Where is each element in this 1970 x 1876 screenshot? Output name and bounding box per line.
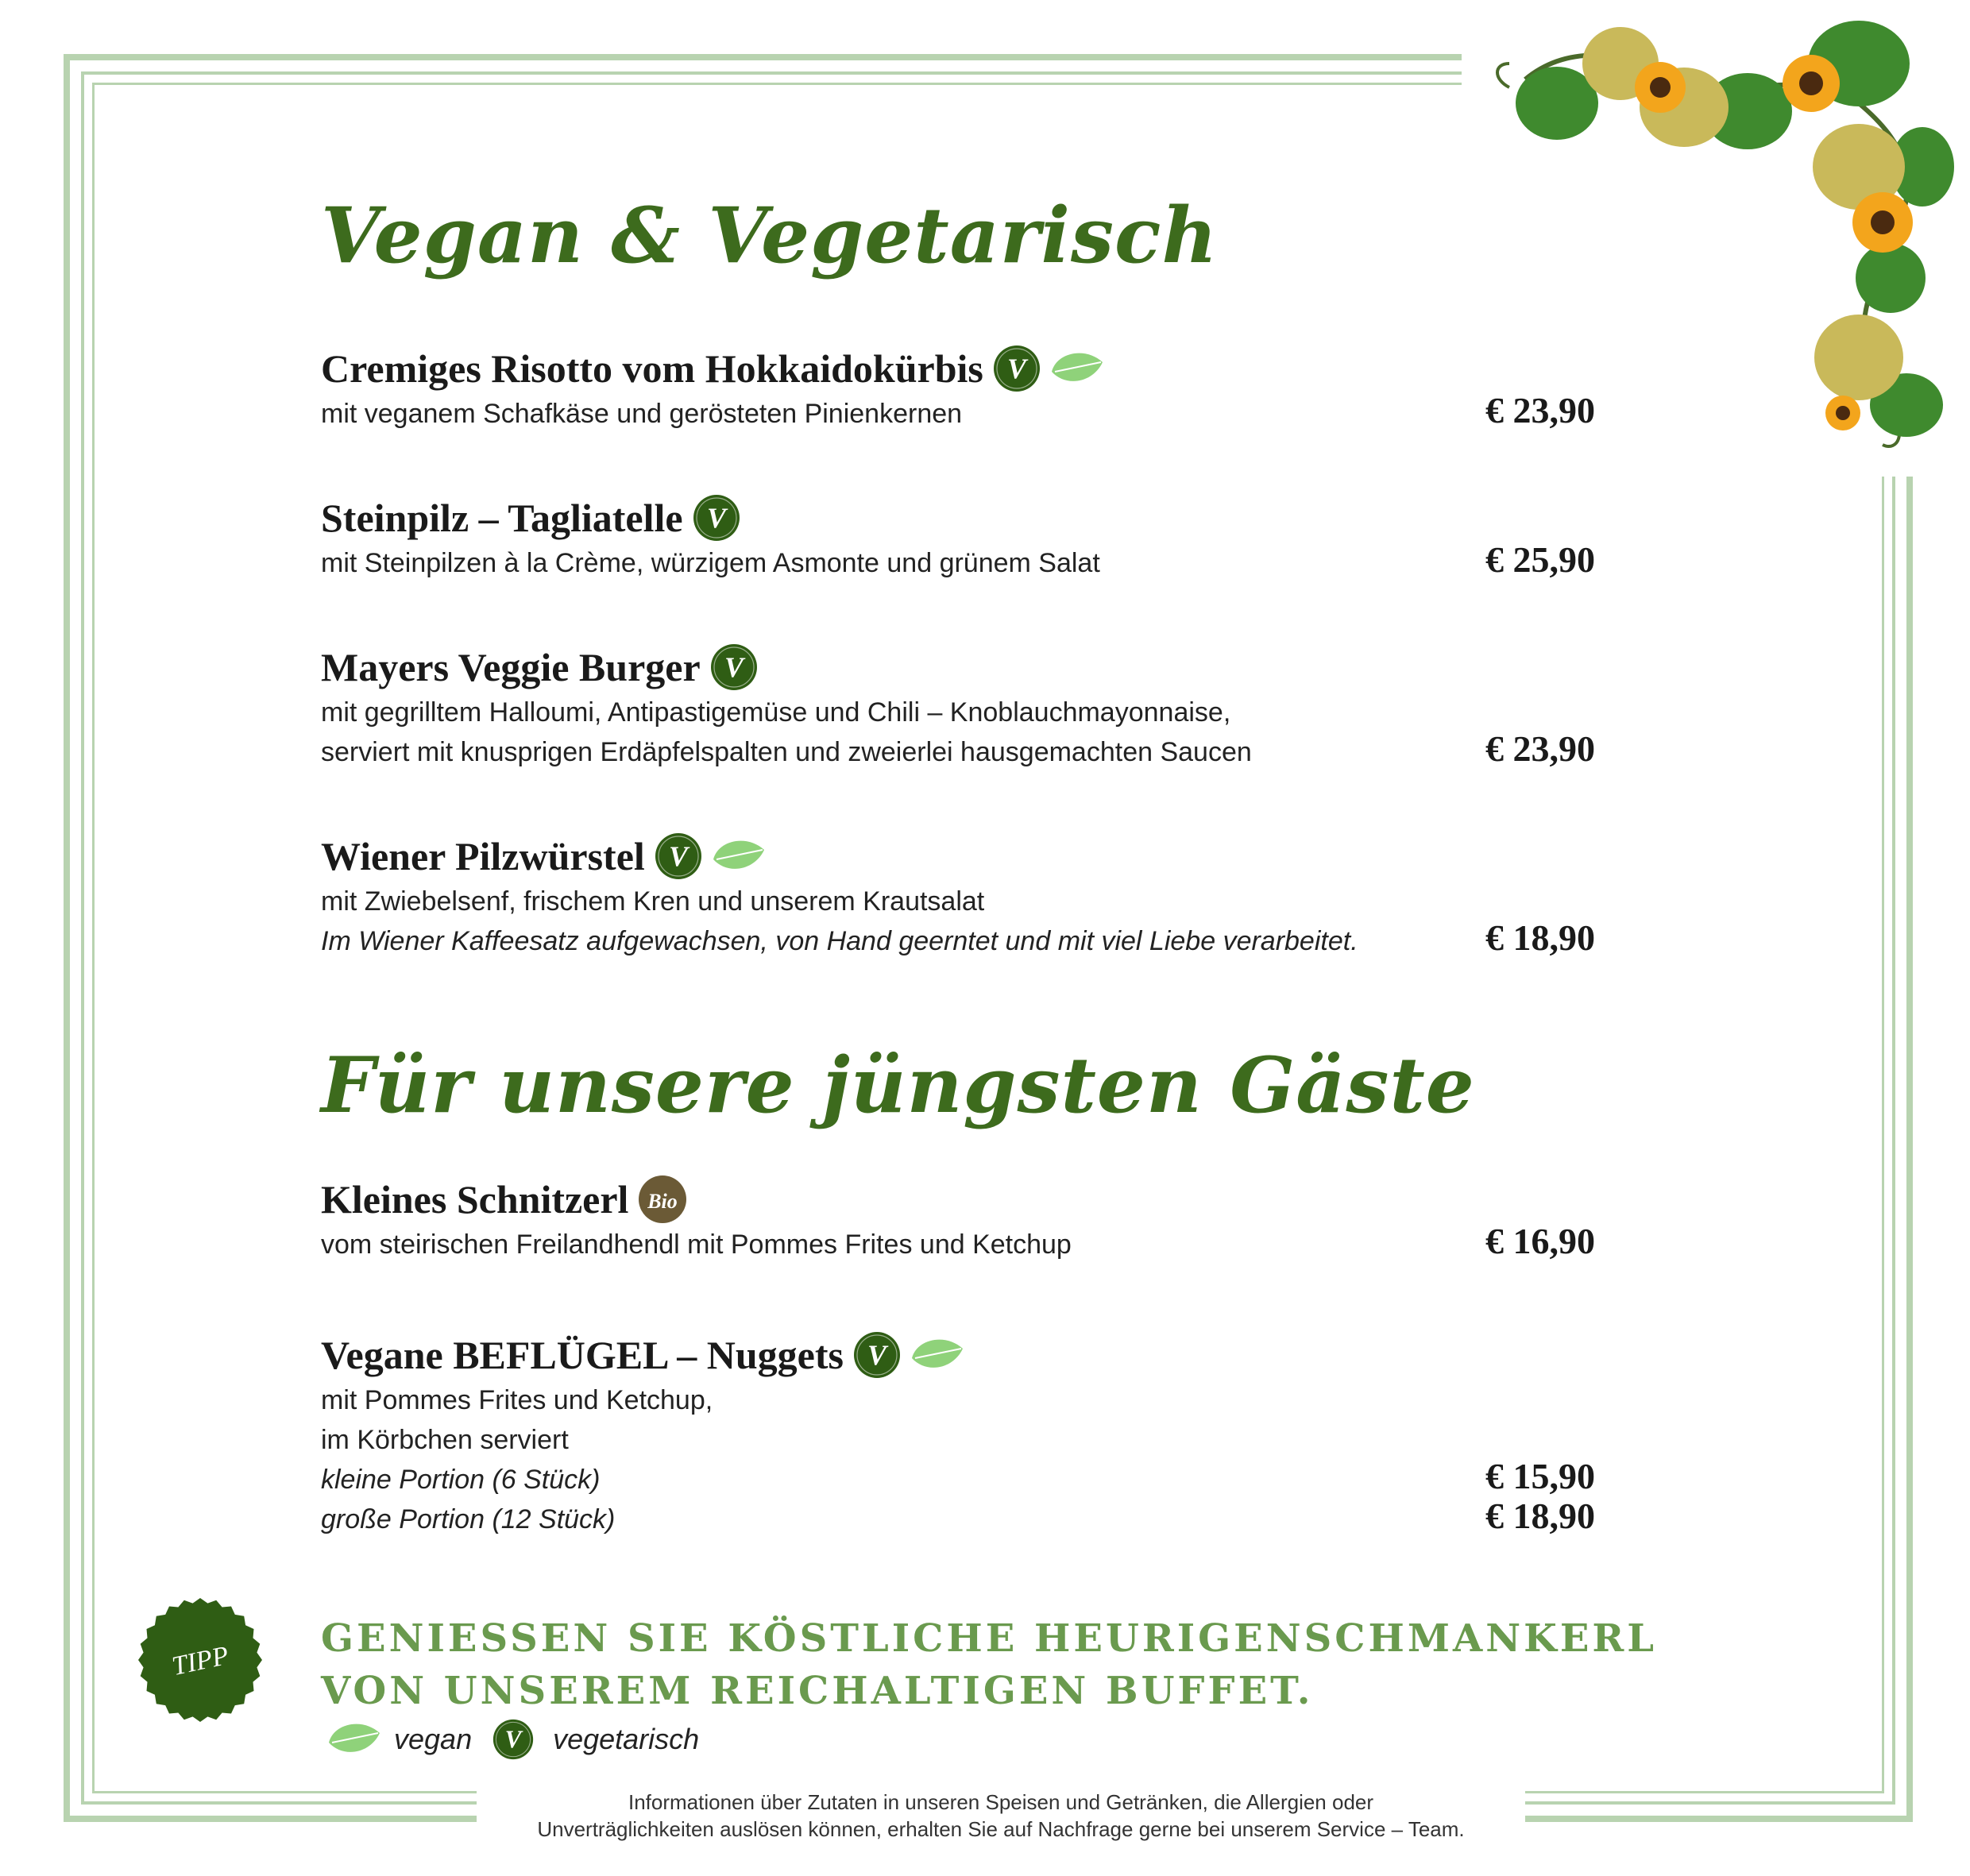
- legend-vegan-label: vegan: [394, 1723, 473, 1755]
- tipp-line: GENIESSEN SIE KÖSTLICHE HEURIGENSCHMANKERL: [321, 1616, 1658, 1661]
- bio-badge-icon: [638, 1175, 687, 1224]
- menu-item-veggie-burger: [321, 642, 1616, 772]
- menu-item-pilzwuerstel: [321, 831, 1616, 961]
- footer-line: Informationen über Zutaten in unseren Speisen und Getränken, die Allergien oder: [628, 1790, 1374, 1814]
- item-description: serviert mit knusprigen Erdäpfelspalten und zweierlei hausgemachten Saucen: [321, 737, 1252, 767]
- vegan-leaf-icon: [909, 1334, 966, 1376]
- portion-price: € 15,90: [1485, 1456, 1595, 1496]
- portion-label: kleine Portion (6 Stück): [321, 1465, 601, 1495]
- item-name: Mayers Veggie Burger: [321, 645, 701, 689]
- svg-text:V: V: [668, 840, 688, 872]
- item-description: mit veganem Schafkäse und gerösteten Pinienkernen: [321, 399, 963, 429]
- svg-text:V: V: [504, 1725, 522, 1754]
- svg-text:V: V: [1006, 353, 1026, 384]
- menu-item-tagliatelle: [321, 492, 1616, 583]
- item-price: € 23,90: [1485, 390, 1595, 430]
- tipp-line: VON UNSEREM REICHALTIGEN BUFFET.: [321, 1669, 1314, 1713]
- svg-text:Bio: Bio: [647, 1190, 678, 1213]
- vegan-leaf-icon: [326, 1719, 383, 1760]
- item-name: Cremiges Risotto vom Hokkaidokürbis: [321, 346, 983, 391]
- portion-price: € 18,90: [1485, 1496, 1595, 1536]
- item-price: € 23,90: [1485, 728, 1595, 769]
- vegetarian-badge-icon: [492, 1719, 534, 1760]
- item-name: Kleines Schnitzerl: [321, 1177, 629, 1222]
- legend: [326, 1719, 720, 1760]
- item-name: Vegane BEFLÜGEL – Nuggets: [321, 1333, 844, 1377]
- menu-item-schnitzerl: [321, 1174, 1616, 1264]
- legend-vegetarian-label: vegetarisch: [553, 1723, 700, 1755]
- item-name: Steinpilz – Tagliatelle: [321, 496, 683, 540]
- item-description: im Körbchen serviert: [321, 1425, 569, 1455]
- menu-item-risotto: [321, 343, 1616, 434]
- vegan-leaf-icon: [710, 836, 767, 877]
- footer-line: Unverträglichkeiten auslösen können, erhalten Sie auf Nachfrage gerne bei unserem Service – Team.: [537, 1817, 1465, 1841]
- svg-text:V: V: [867, 1339, 886, 1371]
- item-description: mit Pommes Frites und Ketchup,: [321, 1385, 713, 1415]
- item-description: mit Steinpilzen à la Crème, würzigem Asmonte und grünem Salat: [321, 548, 1100, 578]
- section-title-kids: Für unsere jüngsten Gäste: [321, 1040, 1475, 1130]
- vegetarian-badge-icon: [853, 1331, 901, 1379]
- svg-text:V: V: [724, 651, 744, 683]
- vegetarian-badge-icon: [693, 494, 740, 542]
- item-price: € 16,90: [1485, 1221, 1595, 1261]
- svg-text:TIPP: TIPP: [169, 1640, 232, 1682]
- vegetarian-badge-icon: [655, 832, 702, 880]
- item-price: € 25,90: [1485, 539, 1595, 580]
- item-name: Wiener Pilzwürstel: [321, 834, 645, 878]
- item-note: Im Wiener Kaffeesatz aufgewachsen, von Hand geerntet und mit viel Liebe verarbeitet.: [321, 926, 1358, 956]
- allergen-info: [477, 1789, 1525, 1843]
- tipp-message: [321, 1612, 1657, 1717]
- vegetarian-badge-icon: [993, 345, 1041, 392]
- item-description: mit gegrilltem Halloumi, Antipastigemüse und Chili – Knoblauchmayonnaise,: [321, 697, 1231, 728]
- item-price: € 18,90: [1485, 917, 1595, 958]
- vegetarian-badge-icon: [710, 643, 758, 691]
- item-description: mit Zwiebelsenf, frischem Kren und unserem Krautsalat: [321, 886, 985, 917]
- svg-text:V: V: [706, 502, 726, 534]
- section-title-vegan-vegetarisch: Vegan & Vegetarisch: [321, 191, 1219, 280]
- menu-item-nuggets: [321, 1330, 1616, 1539]
- item-description: vom steirischen Freilandhendl mit Pommes Frites und Ketchup: [321, 1229, 1072, 1260]
- vegan-leaf-icon: [1049, 348, 1106, 389]
- portion-label: große Portion (12 Stück): [321, 1504, 616, 1534]
- tipp-badge-icon: [137, 1596, 264, 1724]
